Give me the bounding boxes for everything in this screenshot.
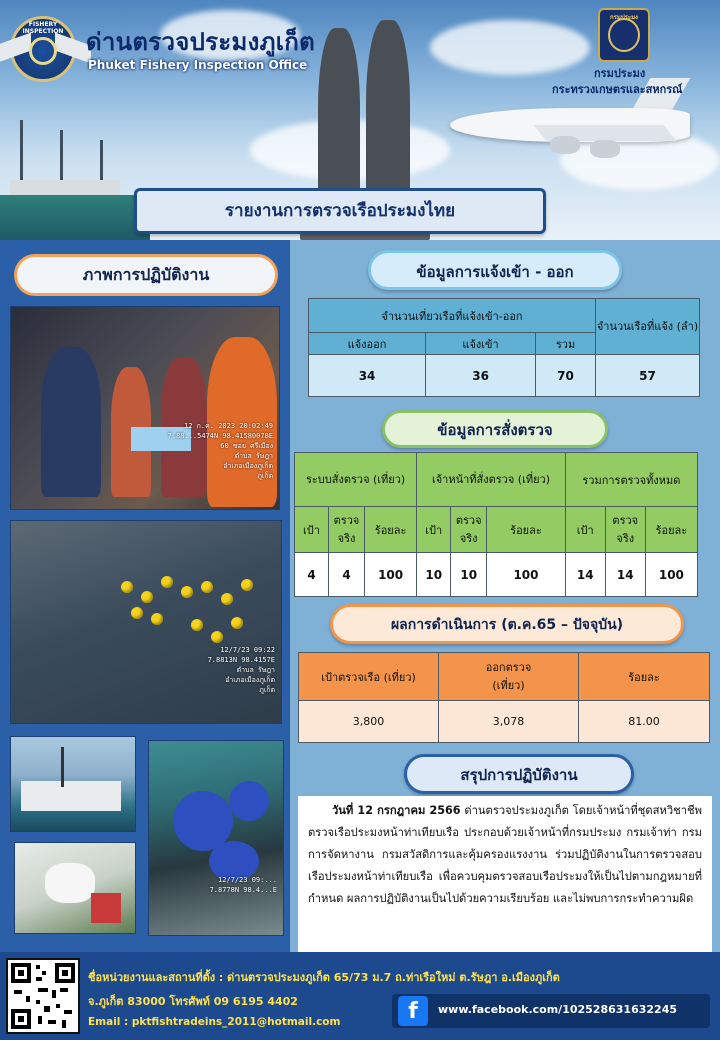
header-inspected-trips: ออกตรวจ (เที่ยว) xyxy=(439,653,579,701)
value-total-percent: 100 xyxy=(645,553,697,597)
value-total-actual: 14 xyxy=(605,553,645,597)
summary-body: ด่านตรวจประมงภูเก็ต โดยเจ้าหน้าที่ชุดสหวิชาชีพตรวจเรือประมงหน้าท่าเทียบเรือ ประกอบด้วยเจ้าหน้าที่กรมประมง กรมเจ้าท่า กรมการจัดหางาน กรมสวัสดิการและคุ้มครองแรงงาน ร่วมปฏิบัติงานในการตรวจสอบเรือประมงหน้าท่าเทียบเรือ เพื่อควบคุมตรวจสอบเรือประมงให้เป็นไปตามกฎหมายที่กำหนด ผลการปฏิบัติงานเป็นไปด้วยความเรียบร้อย และไม่พบการกระทำความผิด xyxy=(308,804,702,905)
value-vessels: 57 xyxy=(596,355,700,397)
group-system: ระบบสั่งตรวจ (เที่ยว) xyxy=(295,453,417,507)
operation-photo-fish-hold xyxy=(148,740,284,936)
trips-header: จำนวนเที่ยวเรือที่แจ้งเข้า-ออก xyxy=(309,299,596,333)
inspect-heading: ข้อมูลการสั่งตรวจ xyxy=(382,410,608,448)
photo-timestamp: 12 ก.ค. 2023 20:02:49 7.88...5474N 98.41580078E 60 ซอย ศรีเมือง ตำบล รัษฎา อำเภอเมืองภูเก็ต ภูเก็ต xyxy=(167,422,273,480)
qr-code[interactable] xyxy=(6,958,80,1034)
subcol-actual: ตรวจจริง xyxy=(605,507,645,553)
office-address-line1: ชื่อหน่วยงานและสถานที่ตั้ง : ด่านตรวจประมงภูเก็ต 65/73 ม.7 ถ.ท่าเรือใหม่ ต.รัษฎา อ.เมืองภูเก็ต xyxy=(88,971,560,984)
value-inspected-trips: 3,078 xyxy=(439,701,579,743)
office-name-english: Phuket Fishery Inspection Office xyxy=(88,58,308,72)
fishery-inspection-logo xyxy=(10,16,76,82)
report-title: รายงานการตรวจเรือประมงไทย xyxy=(134,188,546,234)
value-target-trips: 3,800 xyxy=(299,701,439,743)
header-target-trips: เป้าตรวจเรือ (เที่ยว) xyxy=(299,653,439,701)
department-name: กรมประมง xyxy=(594,67,646,80)
value-system-actual: 4 xyxy=(329,553,365,597)
inspect-table xyxy=(294,452,698,597)
value-officer-actual: 10 xyxy=(451,553,487,597)
subcol-percent: ร้อยละ xyxy=(487,507,566,553)
col-notify-in: แจ้งเข้า xyxy=(426,333,536,355)
summary-heading: สรุปการปฏิบัติงาน xyxy=(404,754,634,794)
facebook-link[interactable] xyxy=(392,994,710,1028)
value-notify-out: 34 xyxy=(309,355,426,397)
results-heading: ผลการดำเนินการ (ต.ค.65 – ปัจจุบัน) xyxy=(330,604,684,644)
photos-heading: ภาพการปฏิบัติงาน xyxy=(14,254,278,296)
facebook-url[interactable]: www.facebook.com/102528631632245 xyxy=(438,1003,677,1016)
value-system-percent: 100 xyxy=(365,553,417,597)
subcol-percent: ร้อยละ xyxy=(365,507,417,553)
vessels-header: จำนวนเรือที่แจ้ง (ลำ) xyxy=(596,299,700,355)
value-officer-percent: 100 xyxy=(487,553,566,597)
ministry-name: กระทรวงเกษตรและสหกรณ์ xyxy=(552,83,683,96)
photo-timestamp: 12/7/23 09:... 7.8778N 98.4...E xyxy=(209,876,277,894)
header-banner xyxy=(0,0,720,240)
photo-timestamp: 12/7/23 09:22 7.8813N 98.4157E ตำบล รัษฎา อำเภอเมืองภูเก็ต ภูเก็ต xyxy=(207,646,275,694)
summary-paragraph xyxy=(298,796,712,952)
office-address-line2: จ.ภูเก็ต 83000 โทรศัพท์ 09 6195 4402 xyxy=(88,995,298,1008)
fishing-boat-image xyxy=(0,120,150,240)
value-total-target: 14 xyxy=(565,553,605,597)
subcol-target: เป้า xyxy=(417,507,451,553)
group-officer: เจ้าหน้าที่สั่งตรวจ (เที่ยว) xyxy=(417,453,566,507)
value-system-target: 4 xyxy=(295,553,329,597)
notify-heading: ข้อมูลการแจ้งเข้า - ออก xyxy=(368,250,622,290)
results-table xyxy=(298,652,710,743)
office-name-thai: ด่านตรวจประมงภูเก็ต xyxy=(86,28,315,56)
cloud-decoration xyxy=(430,20,590,75)
footer xyxy=(0,952,720,1040)
summary-date: วันที่ 12 กรกฎาคม 2566 xyxy=(332,804,461,817)
operation-photo-night-inspection xyxy=(10,306,280,510)
operation-photo-supplies xyxy=(14,842,136,934)
photos-column xyxy=(0,240,290,952)
subcol-actual: ตรวจจริง xyxy=(451,507,487,553)
subcol-target: เป้า xyxy=(295,507,329,553)
header-percent: ร้อยละ xyxy=(579,653,710,701)
group-total: รวมการตรวจทั้งหมด xyxy=(565,453,697,507)
value-notify-in: 36 xyxy=(426,355,536,397)
data-column xyxy=(290,240,720,952)
value-officer-target: 10 xyxy=(417,553,451,597)
office-email[interactable]: Email : pktfishtradeins_2011@hotmail.com xyxy=(88,1016,341,1028)
operation-photo-boat xyxy=(10,736,136,832)
subcol-actual: ตรวจจริง xyxy=(329,507,365,553)
subcol-percent: ร้อยละ xyxy=(645,507,697,553)
facebook-icon: f xyxy=(398,996,428,1026)
department-of-fisheries-logo xyxy=(598,8,650,62)
notify-table xyxy=(308,298,700,397)
subcol-target: เป้า xyxy=(565,507,605,553)
logo-caption: FISHERY INSPECTION xyxy=(22,21,64,35)
dept-logo-caption: กรมประมง xyxy=(610,14,638,21)
col-notify-out: แจ้งออก xyxy=(309,333,426,355)
col-notify-total: รวม xyxy=(536,333,596,355)
value-notify-total: 70 xyxy=(536,355,596,397)
operation-photo-fishing-net xyxy=(10,520,282,724)
value-percent: 81.00 xyxy=(579,701,710,743)
